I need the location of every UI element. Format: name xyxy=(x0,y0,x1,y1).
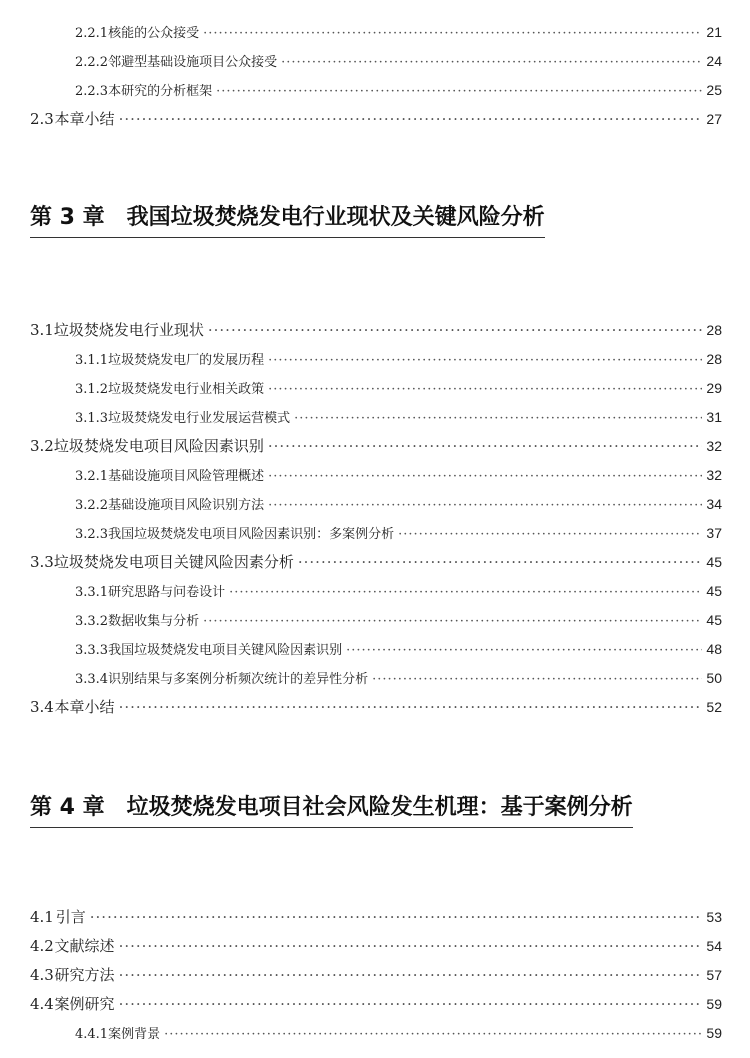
toc-entry[interactable] xyxy=(30,548,722,577)
toc-entry[interactable] xyxy=(30,903,722,932)
entry-title: 垃圾焚烧发电项目关键风险因素分析 xyxy=(53,553,294,571)
toc-block-chapter3 xyxy=(30,316,722,722)
entry-title: 基础设施项目风险识别方法 xyxy=(108,498,265,513)
entry-page-number: 59 xyxy=(706,1025,722,1041)
entry-title: 数据收集与分析 xyxy=(108,614,200,629)
entry-title: 研究思路与问卷设计 xyxy=(108,585,226,600)
dot-leader xyxy=(372,665,702,694)
entry-title: 垃圾焚烧发电行业现状 xyxy=(53,321,204,339)
toc-entry[interactable] xyxy=(30,577,722,606)
entry-number: 2.2.3 xyxy=(75,84,109,99)
entry-page-number: 52 xyxy=(706,699,722,715)
toc-entry[interactable] xyxy=(30,693,722,722)
toc-entry[interactable] xyxy=(30,18,722,47)
entry-title: 我国垃圾焚烧发电项目风险因素识别：多案例分析 xyxy=(108,527,395,542)
entry-page-number: 45 xyxy=(706,583,722,599)
chapter-number: 第 3 章 xyxy=(30,205,105,230)
entry-page-number: 50 xyxy=(706,670,722,686)
dot-leader xyxy=(119,990,703,1019)
entry-page-number: 59 xyxy=(706,996,722,1012)
toc-entry[interactable] xyxy=(30,461,722,490)
entry-number: 2.2.2 xyxy=(75,55,109,70)
chapter-title: 垃圾焚烧发电项目社会风险发生机理：基于案例分析 xyxy=(126,795,633,820)
chapter4-heading xyxy=(30,790,633,828)
dot-leader xyxy=(90,903,703,932)
entry-title: 邻避型基础设施项目公众接受 xyxy=(108,55,278,70)
chapter-number: 第 4 章 xyxy=(30,795,105,820)
entry-page-number: 21 xyxy=(706,24,722,40)
toc-entry[interactable] xyxy=(30,1019,722,1048)
dot-leader xyxy=(208,316,703,345)
dot-leader xyxy=(203,607,702,636)
entry-title: 我国垃圾焚烧发电项目关键风险因素识别 xyxy=(108,643,343,658)
entry-page-number: 48 xyxy=(706,641,722,657)
entry-title: 案例研究 xyxy=(54,995,115,1013)
toc-entry[interactable] xyxy=(30,932,722,961)
entry-page-number: 45 xyxy=(706,612,722,628)
entry-number: 3.2 xyxy=(30,437,54,455)
toc-entry[interactable] xyxy=(30,990,722,1019)
entry-number: 3.1 xyxy=(30,321,54,339)
entry-number: 4.2 xyxy=(30,937,54,955)
entry-title: 引言 xyxy=(55,908,86,926)
entry-number: 3.1.3 xyxy=(75,411,109,426)
entry-page-number: 57 xyxy=(706,967,722,983)
entry-page-number: 53 xyxy=(706,909,722,925)
entry-page-number: 28 xyxy=(706,322,722,338)
entry-title: 本研究的分析框架 xyxy=(108,84,213,99)
entry-title: 文献综述 xyxy=(54,937,115,955)
dot-leader xyxy=(164,1020,702,1049)
entry-page-number: 31 xyxy=(706,409,722,425)
entry-number: 4.4 xyxy=(30,995,54,1013)
dot-leader xyxy=(298,548,703,577)
dot-leader xyxy=(268,432,703,461)
entry-page-number: 45 xyxy=(706,554,722,570)
toc-entry[interactable] xyxy=(30,635,722,664)
entry-number: 2.2.1 xyxy=(75,26,109,41)
dot-leader xyxy=(203,19,702,48)
entry-number: 3.1.1 xyxy=(75,353,109,368)
dot-leader xyxy=(268,375,702,404)
entry-number: 3.3 xyxy=(30,553,54,571)
entry-title: 本章小结 xyxy=(54,698,115,716)
entry-title: 垃圾焚烧发电行业相关政策 xyxy=(108,382,265,397)
entry-number: 3.2.1 xyxy=(75,469,109,484)
dot-leader xyxy=(119,961,703,990)
toc-entry[interactable] xyxy=(30,76,722,105)
entry-number: 3.3.3 xyxy=(75,643,109,658)
entry-number: 4.3 xyxy=(30,966,54,984)
entry-number: 2.3 xyxy=(30,110,54,128)
dot-leader xyxy=(281,48,702,77)
toc-entry[interactable] xyxy=(30,403,722,432)
chapter3-heading xyxy=(30,200,545,238)
dot-leader xyxy=(119,932,703,961)
entry-title: 本章小结 xyxy=(54,110,115,128)
toc-entry[interactable] xyxy=(30,47,722,76)
entry-number: 3.3.4 xyxy=(75,672,109,687)
dot-leader xyxy=(216,77,702,106)
toc-entry[interactable] xyxy=(30,374,722,403)
toc-entry[interactable] xyxy=(30,519,722,548)
entry-number: 3.2.3 xyxy=(75,527,109,542)
dot-leader xyxy=(268,491,702,520)
entry-number: 3.3.2 xyxy=(75,614,109,629)
entry-page-number: 34 xyxy=(706,496,722,512)
dot-leader xyxy=(268,346,702,375)
entry-number: 4.4.1 xyxy=(75,1027,109,1042)
entry-number: 3.1.2 xyxy=(75,382,109,397)
toc-entry[interactable] xyxy=(30,961,722,990)
entry-title: 案例背景 xyxy=(108,1027,161,1042)
toc-entry[interactable] xyxy=(30,316,722,345)
entry-title: 垃圾焚烧发电厂的发展历程 xyxy=(108,353,265,368)
entry-title: 垃圾焚烧发电项目风险因素识别 xyxy=(53,437,264,455)
dot-leader xyxy=(346,636,702,665)
dot-leader xyxy=(294,404,702,433)
toc-entry[interactable] xyxy=(30,345,722,374)
dot-leader xyxy=(119,105,703,134)
entry-title: 研究方法 xyxy=(54,966,115,984)
entry-number: 3.2.2 xyxy=(75,498,109,513)
entry-number: 4.1 xyxy=(30,908,54,926)
toc-entry[interactable] xyxy=(30,664,722,693)
toc-entry[interactable] xyxy=(30,606,722,635)
entry-page-number: 27 xyxy=(706,111,722,127)
toc-entry[interactable] xyxy=(30,105,722,134)
toc-block-chapter4 xyxy=(30,903,722,1048)
entry-number: 3.4 xyxy=(30,698,54,716)
entry-page-number: 32 xyxy=(706,467,722,483)
dot-leader xyxy=(229,578,702,607)
entry-title: 垃圾焚烧发电行业发展运营模式 xyxy=(108,411,291,426)
chapter-title: 我国垃圾焚烧发电行业现状及关键风险分析 xyxy=(126,205,545,230)
toc-entry[interactable] xyxy=(30,432,722,461)
entry-title: 识别结果与多案例分析频次统计的差异性分析 xyxy=(108,672,369,687)
entry-page-number: 29 xyxy=(706,380,722,396)
entry-page-number: 24 xyxy=(706,53,722,69)
entry-page-number: 32 xyxy=(706,438,722,454)
toc-block-chapter2-tail xyxy=(30,18,722,134)
toc-entry[interactable] xyxy=(30,490,722,519)
entry-title: 核能的公众接受 xyxy=(108,26,200,41)
entry-number: 3.3.1 xyxy=(75,585,109,600)
entry-page-number: 25 xyxy=(706,82,722,98)
dot-leader xyxy=(398,520,702,549)
entry-title: 基础设施项目风险管理概述 xyxy=(108,469,265,484)
entry-page-number: 54 xyxy=(706,938,722,954)
entry-page-number: 28 xyxy=(706,351,722,367)
dot-leader xyxy=(119,693,703,722)
entry-page-number: 37 xyxy=(706,525,722,541)
dot-leader xyxy=(268,462,702,491)
